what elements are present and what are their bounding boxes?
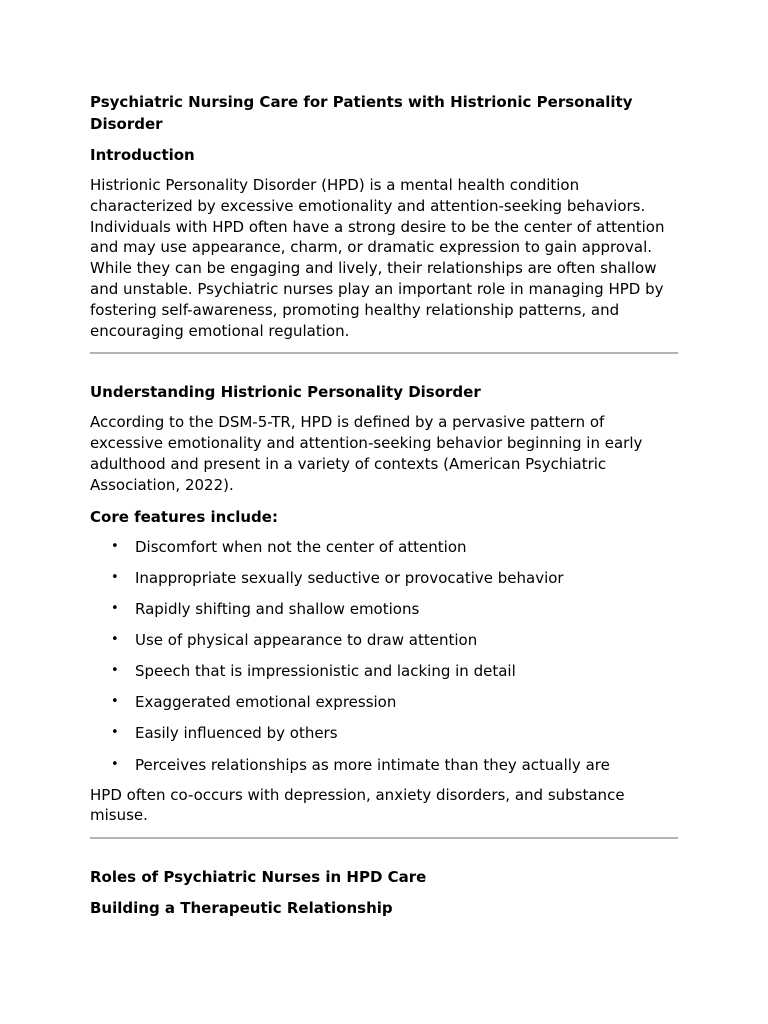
section-divider: [90, 837, 678, 839]
document-title: Psychiatric Nursing Care for Patients with Histrionic Personality Disorder: [90, 93, 633, 133]
bullet-icon: •: [111, 631, 119, 647]
list-item: • Discomfort when not the center of attention: [111, 537, 467, 556]
introduction-heading: Introduction: [90, 146, 195, 164]
understanding-paragraph: According to the DSM-5-TR, HPD is defined by a pervasive pattern of excessive emotionality and attention-seeking behavior beginning in early adulthood and present in a variety of contexts (American Psychiatric Association, 2022).: [90, 413, 643, 494]
core-features-heading: Core features include:: [90, 507, 278, 526]
bullet-icon: •: [111, 600, 119, 616]
roles-heading: Roles of Psychiatric Nurses in HPD Care: [90, 868, 427, 887]
list-item: • Easily influenced by others: [111, 723, 338, 742]
list-item: • Speech that is impressionistic and lacking in detail: [111, 661, 516, 680]
bullet-icon: •: [111, 756, 119, 772]
list-item: • Inappropriate sexually seductive or provocative behavior: [111, 568, 564, 587]
bullet-icon: •: [111, 569, 119, 585]
section-divider: [90, 352, 678, 354]
bullet-icon: •: [111, 662, 119, 678]
list-item: • Perceives relationships as more intimate than they actually are: [111, 755, 610, 774]
list-item: • Rapidly shifting and shallow emotions: [111, 599, 420, 618]
list-item: • Use of physical appearance to draw attention: [111, 630, 478, 649]
bullet-icon: •: [111, 724, 119, 740]
cooccur-paragraph: HPD often co-occurs with depression, anxiety disorders, and substance misuse.: [90, 785, 625, 825]
list-item: • Exaggerated emotional expression: [111, 692, 397, 711]
introduction-paragraph: Histrionic Personality Disorder (HPD) is a mental health condition characterized by excessive emotionality and attention-seeking behaviors. Individuals with HPD often have a strong desire to be the center of attention and may use appearance, charm, or dramatic expression to gain approval. While they can be engaging and lively, their relationships are often shallow and unstable. Psychiatric nurses play an important role in managing HPD by fostering self-awareness, promoting healthy relationship patterns, and encouraging emotional regulation.: [90, 176, 665, 340]
bullet-icon: •: [111, 693, 119, 709]
bullet-icon: •: [111, 538, 119, 554]
therapeutic-relationship-heading: Building a Therapeutic Relationship: [90, 899, 393, 918]
core-features-list: [90, 537, 678, 775]
understanding-heading: Understanding Histrionic Personality Disorder: [90, 383, 481, 402]
